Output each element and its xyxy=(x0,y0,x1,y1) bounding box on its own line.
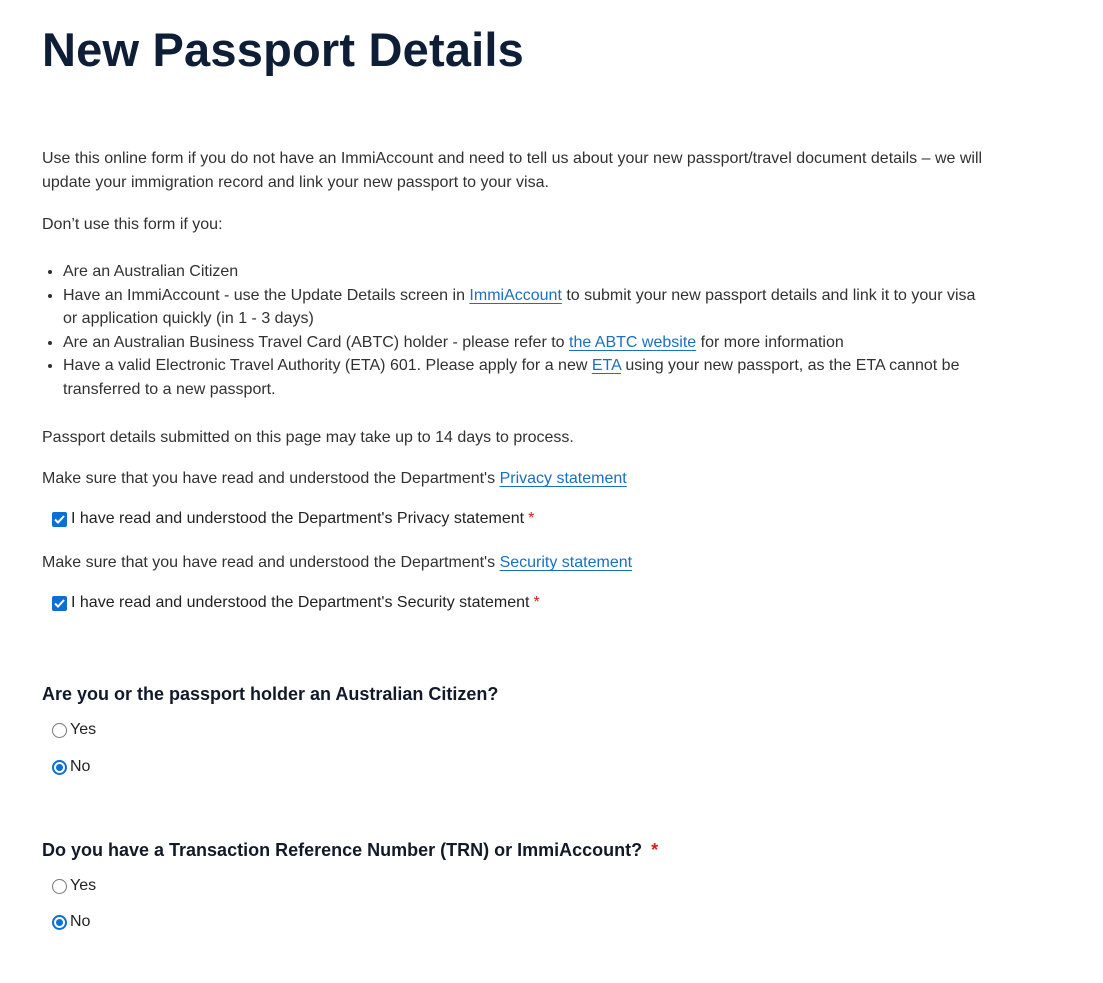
security-prompt xyxy=(42,551,632,575)
list-item-text: Have an ImmiAccount - use the Update Details screen in xyxy=(63,286,470,304)
citizen-no-radio[interactable] xyxy=(52,760,67,775)
citizen-question: Are you or the passport holder an Australian Citizen? xyxy=(42,684,499,704)
trn-yes-radio[interactable] xyxy=(52,879,67,894)
dont-use-heading: Don’t use this form if you: xyxy=(42,216,223,233)
security-prompt-text: Make sure that you have read and understood the Department's xyxy=(42,554,500,571)
trn-no-radio[interactable] xyxy=(52,915,67,930)
intro-paragraph: Use this online form if you do not have an ImmiAccount and need to tell us about your new passport/travel document details – we will update your immigration record and link your new passport to your visa. xyxy=(42,150,983,191)
list-item-text: Are an Australian Business Travel Card (ABTC) holder - please refer to xyxy=(63,333,569,351)
list-item xyxy=(63,260,987,284)
radio-label: No xyxy=(70,913,91,930)
eta-link[interactable]: ETA xyxy=(591,357,621,374)
citizen-yes-option[interactable] xyxy=(52,721,96,739)
list-item-text: using your new passport, as the ETA cannot be transferred to a new passport. xyxy=(63,357,960,398)
exclusion-list xyxy=(42,260,987,401)
required-marker: * xyxy=(651,840,659,860)
radio-label: No xyxy=(70,758,91,775)
list-item-text: Have a valid Electronic Travel Authority (ETA) 601. Please apply for a new xyxy=(63,357,592,374)
page-title: New Passport Details xyxy=(42,23,525,76)
citizen-no-option[interactable] xyxy=(52,758,90,776)
list-item-text: for more information xyxy=(696,333,844,351)
checkmark-icon xyxy=(54,599,65,608)
privacy-prompt-text: Make sure that you have read and understood the Department's xyxy=(42,470,500,487)
privacy-prompt xyxy=(42,467,627,491)
required-marker: * xyxy=(528,510,535,527)
list-item-text: to submit your new passport details and link it to your visa or application quickly (in 1 - 3 days) xyxy=(63,286,976,327)
immiaccount-link[interactable]: ImmiAccount xyxy=(469,286,562,304)
privacy-statement-link[interactable]: Privacy statement xyxy=(499,470,627,487)
privacy-checkbox-label: I have read and understood the Department's Privacy statement xyxy=(71,510,525,527)
citizen-yes-radio[interactable] xyxy=(52,723,67,738)
trn-question-label: Do you have a Transaction Reference Number (TRN) or ImmiAccount? xyxy=(42,840,643,860)
checkmark-icon xyxy=(54,515,65,524)
security-checkbox-row[interactable] xyxy=(52,594,540,612)
trn-no-option[interactable] xyxy=(52,913,90,931)
abtc-website-link[interactable]: the ABTC website xyxy=(569,333,697,351)
radio-label: Yes xyxy=(70,877,97,894)
list-item-text: Are an Australian Citizen xyxy=(63,263,239,280)
list-item xyxy=(63,354,987,401)
security-statement-link[interactable]: Security statement xyxy=(499,554,633,571)
trn-question xyxy=(42,840,658,861)
processing-note: Passport details submitted on this page may take up to 14 days to process. xyxy=(42,429,574,446)
list-item xyxy=(63,331,987,355)
security-checkbox[interactable] xyxy=(52,596,67,611)
trn-yes-option[interactable] xyxy=(52,877,96,895)
privacy-checkbox[interactable] xyxy=(52,512,67,527)
list-item xyxy=(63,284,987,331)
security-checkbox-label: I have read and understood the Department's Security statement xyxy=(71,594,530,611)
radio-label: Yes xyxy=(70,721,97,738)
required-marker: * xyxy=(533,594,540,611)
privacy-checkbox-row[interactable] xyxy=(52,510,534,528)
